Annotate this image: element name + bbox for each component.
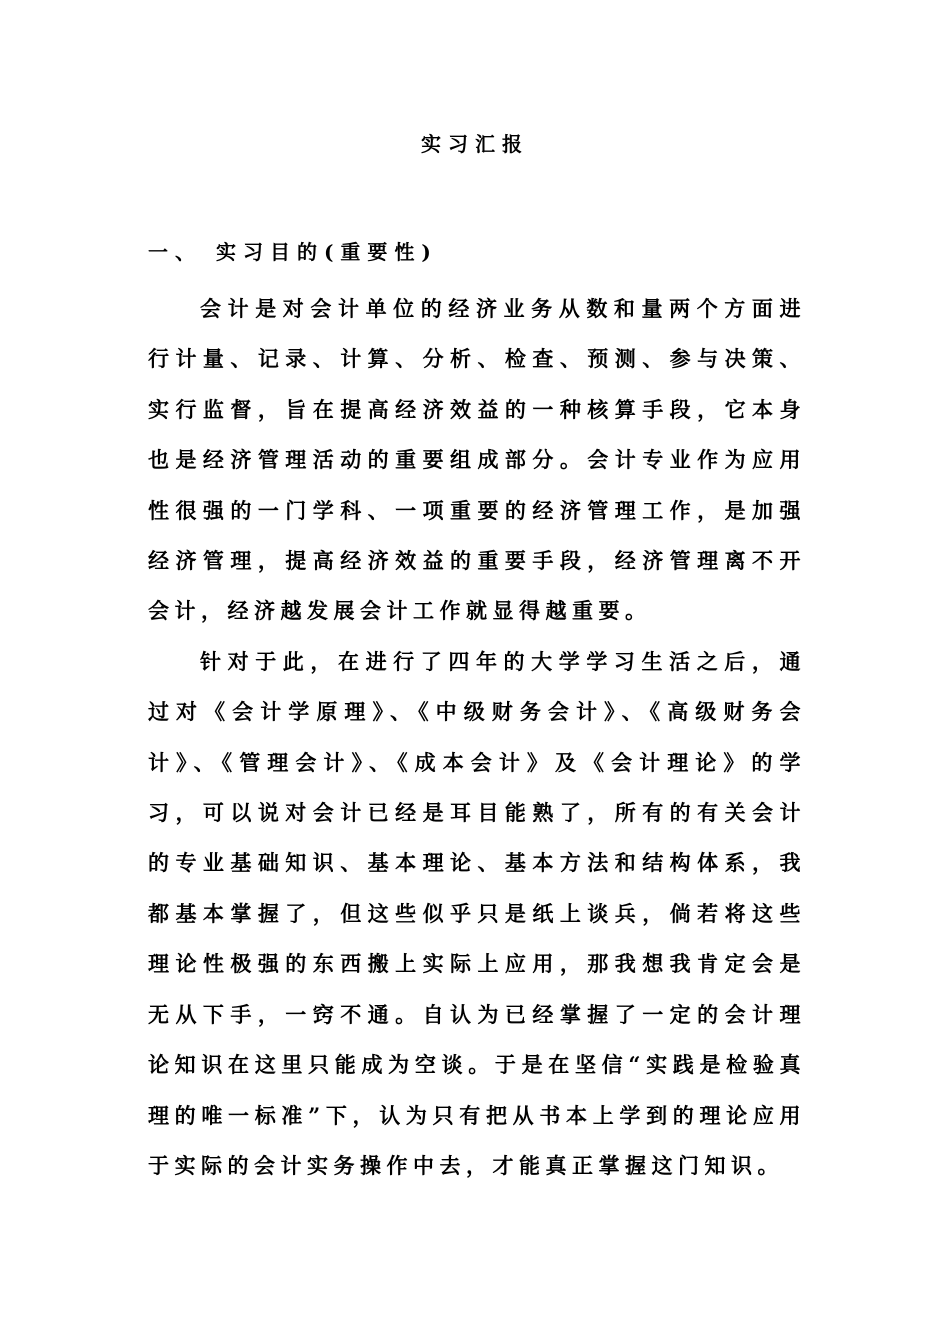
document-title: 实习汇报 bbox=[421, 132, 529, 156]
section-heading: 一、 实习目的(重要性) bbox=[148, 240, 438, 264]
document-body bbox=[148, 284, 806, 1191]
paragraph-importance: 会计是对会计单位的经济业务从数和量两个方面进行计量、记录、计算、分析、检查、预测、参与决策、实行监督，旨在提高经济效益的一种核算手段，它本身也是经济管理活动的重要组成部分。会计专业作为应用性很强的一门学科、一项重要的经济管理工作，是加强经济管理，提高经济效益的重要手段，经济管理离不开会计，经济越发展会计工作就显得越重要。 bbox=[148, 296, 806, 624]
paragraph-purpose: 针对于此，在进行了四年的大学学习生活之后，通过对《会计学原理》、《中级财务会计》、《高级财务会计》、《管理会计》、《成本会计》及《会计理论》的学习，可以说对会计已经是耳目能熟了，所有的有关会计的专业基础知识、基本理论、基本方法和结构体系，我都基本掌握了，但这些似乎只是纸上谈兵，倘若将这些理论性极强的东西搬上实际上应用，那我想我肯定会是无从下手，一窍不通。自认为已经掌握了一定的会计理论知识在这里只能成为空谈。于是在坚信“实践是检验真理的唯一标准”下，认为只有把从书本上学到的理论应用于实际的会计实务操作中去，才能真正掌握这门知识。 bbox=[148, 648, 806, 1178]
